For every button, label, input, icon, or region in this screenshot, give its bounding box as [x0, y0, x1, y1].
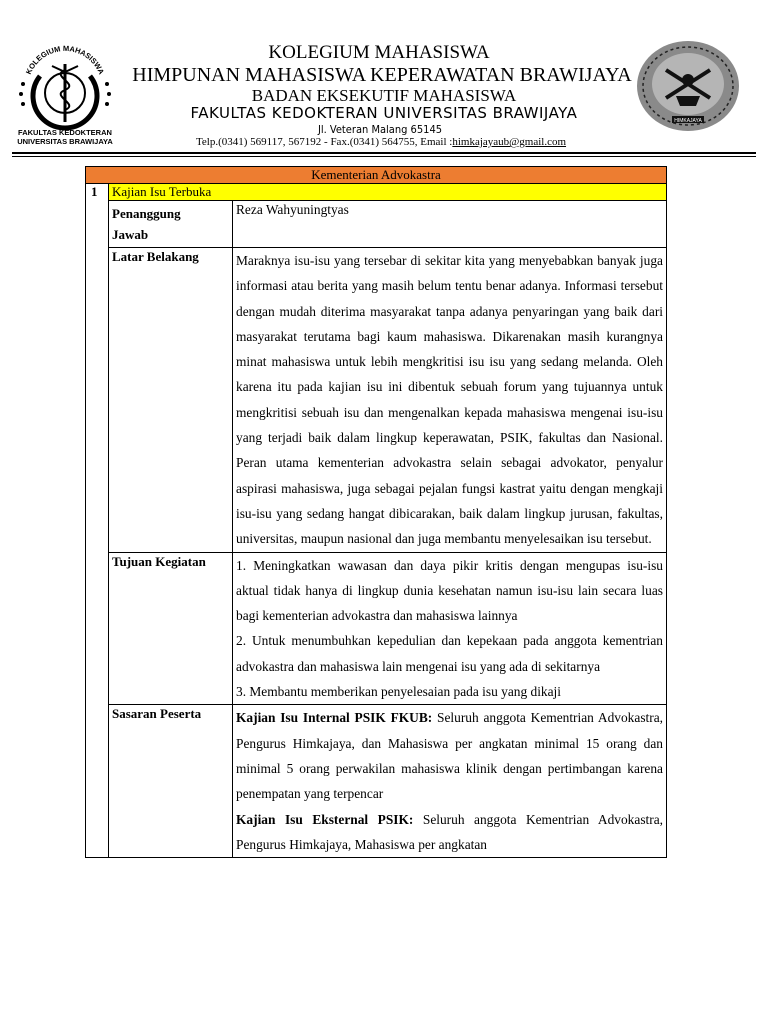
- contact-text: Telp.(0341) 569117, 567192 - Fax.(0341) 564755, Email :: [195, 136, 453, 148]
- penanggung-label-2: Jawab: [112, 227, 149, 242]
- header-line-4: FAKULTAS KEDOKTERAN UNIVERSITAS BRAWIJAYA: [190, 104, 578, 122]
- latar-label: Latar Belakang: [109, 248, 233, 553]
- sasaran-eksternal-desc: Seluruh anggota Kementrian Advokastra, Pengurus Himkajaya, Mahasiswa per angkatan: [236, 811, 663, 852]
- sasaran-row: [86, 705, 667, 858]
- latar-text: Maraknya isu-isu yang tersebar di sekitar kita yang menyebabkan banyak juga informasi atau berita yang masih belum tentu benar adanya. Informasi tersebut dengan mudah diterima masyarakat tanpa adanya penyaringan yang baik dari masyarakat terutama bagi kaum mahasiswa. Dikarenakan masih kurangnya minat mahasiswa untuk lebih mengkritisi isu isu yang sedang melanda. Oleh karena itu pada kajian isu ini dibentuk sebuah forum yang tujuannya untuk mengkritisi sebuah isu dan mengenalkan kepada mahasiswa mengenai isu-isu yang terjadi baik dalam lingkup keperawatan, PSIK, fakultas dan Nasional. Peran utama kementerian advokastra selain sebagai advokator, penyalur aspirasi mahasiswa, juga sebagai pejalan fungsi kastrat yaitu dengan mengkaji isu-isu yang sedang hangat dibicarakan, baik dalam lingkup jurusan, fakultas, universitas, maupun nasional dan juga membantu menyelesaikan isu tersebut.: [233, 248, 667, 553]
- sasaran-internal-title: Kajian Isu Internal PSIK FKUB:: [236, 710, 433, 726]
- logo-caption-1: FAKULTAS KEDOKTERAN: [18, 128, 112, 137]
- tujuan-item-2: 2. Untuk menumbuhkan kepedulian dan kepekaan pada anggota kementrian advokastra dan mahasiswa lain mengenai isu yang ada di sekitarnya: [236, 633, 663, 674]
- tujuan-item-3: 3. Membantu memberikan penyelesaian pada isu yang dikaji: [236, 684, 561, 700]
- sasaran-text: [233, 705, 667, 858]
- himkajaya-logo: [636, 40, 740, 132]
- tujuan-list: [233, 552, 667, 705]
- program-title-row: [86, 184, 667, 201]
- logo-caption-2: UNIVERSITAS BRAWIJAYA: [17, 137, 113, 146]
- header-line-3: BADAN EKSEKUTIF MAHASISWA: [251, 86, 517, 105]
- penanggung-value: Reza Wahyuningtyas: [233, 201, 667, 248]
- tujuan-item-1: 1. Meningkatkan wawasan dan daya pikir kritis dengan mengupas isu-isu aktual tidak hanya di lingkup dunia kesehatan namun isu-isu lain secara luas bagi kementerian advokastra dan mahasiswa lainnya: [236, 557, 663, 624]
- header-line-2: HIMPUNAN MAHASISWA KEPERAWATAN BRAWIJAYA: [132, 64, 632, 86]
- logo-right-caption: HIMKAJAYA: [674, 118, 702, 124]
- sasaran-internal: [236, 705, 663, 806]
- header-address: Jl. Veteran Malang 65145: [317, 123, 443, 136]
- header-contact: [0, 136, 765, 148]
- sasaran-internal-desc: Seluruh anggota Kementrian Advokastra, Pengurus Himkajaya, dan Mahasiswa per angkatan minimal 15 orang dan minimal 5 orang perwakilan mahasiswa klinik dengan pertimbangan karena penempatan yang terpencar: [236, 710, 663, 802]
- header-rule-thick: [12, 152, 756, 154]
- penanggung-label: [109, 201, 233, 248]
- header-rule-thin: [12, 156, 756, 157]
- tujuan-row: [86, 552, 667, 705]
- penanggung-label-1: Penanggung: [112, 206, 181, 221]
- program-title: Kajian Isu Terbuka: [109, 184, 667, 201]
- latar-row: [86, 248, 667, 553]
- penanggung-row: [86, 201, 667, 248]
- logo-arc-text: KOLEGIUM MAHASISWA: [23, 43, 107, 76]
- row-number: 1: [86, 184, 109, 201]
- sasaran-eksternal: [236, 807, 663, 858]
- sasaran-eksternal-title: Kajian Isu Eksternal PSIK:: [236, 811, 414, 827]
- header-line-1: KOLEGIUM MAHASISWA: [268, 42, 490, 63]
- email-link[interactable]: himkajayaub@gmail.com: [452, 136, 567, 148]
- tujuan-label: Tujuan Kegiatan: [109, 552, 233, 705]
- sasaran-label: Sasaran Peserta: [109, 705, 233, 858]
- section-header-row: [86, 167, 667, 184]
- section-title: Kementerian Advokastra: [86, 167, 667, 184]
- program-table: [85, 166, 667, 858]
